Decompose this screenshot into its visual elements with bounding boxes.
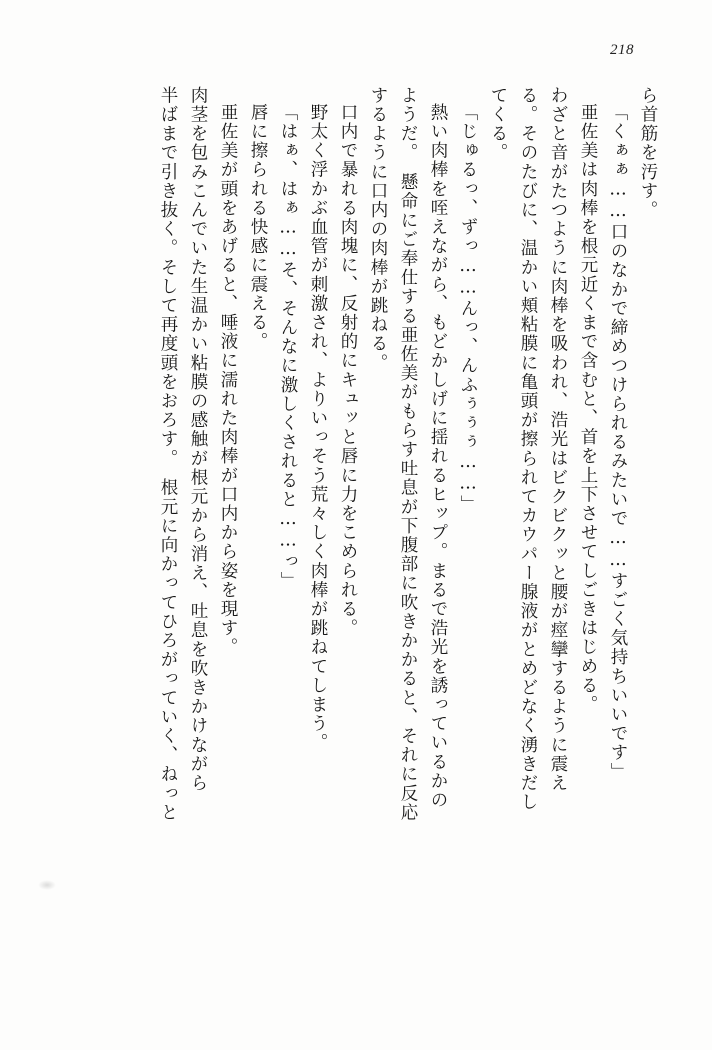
text-line: る。そのたびに、温かい頬粘膜に亀頭が擦られてカウパー腺液がとめどなく湧きだし	[518, 86, 538, 812]
text-line: ようだ。 懸命にご奉仕する亜佐美がもらす吐息が下腹部に吹きかかると、それに反応	[398, 86, 418, 823]
text-line: 肉茎を包みこんでいた生温かい粘膜の感触が根元から消え、吐息を吹きかけながら	[188, 86, 208, 793]
text-line: 唇に擦られる快感に震える。	[248, 103, 268, 352]
text-line: 「はぁ、はぁ……そ、そんなに激しくされると……っ」	[278, 103, 298, 591]
text-line: 「くぁぁ……口のなかで締めつけられるみたいで……すごく気持ちいいです」	[608, 103, 628, 782]
text-line: てくる。	[488, 86, 508, 163]
text-line: 熱い肉棒を咥えながら、もどかしげに揺れるヒップ。まるで浩光を誘っているかの	[428, 103, 448, 810]
text-line: 口内で暴れる肉塊に、反射的にキュッと唇に力をこめられる。	[338, 103, 358, 638]
paper-smudge	[38, 880, 56, 890]
text-line: 亜佐美は肉棒を根元近くまで含むと、首を上下させてしごきはじめる。	[578, 103, 598, 715]
text-line: するように口内の肉棒が跳ねる。	[368, 86, 388, 373]
text-line: わざと音がたつように肉棒を吸われ、浩光はビクビクッと腰が痙攣するように震え	[548, 86, 568, 793]
text-line: 野太く浮かぶ血管が刺激され、よりいっそう荒々しく肉棒が跳ねてしまう。	[308, 103, 328, 753]
page-number: 218	[610, 42, 634, 58]
vertical-text-block	[56, 86, 656, 986]
text-line: ら首筋を汚す。	[638, 86, 658, 220]
text-line: 亜佐美が頭をあげると、唾液に濡れた肉棒が口内から姿を現す。	[218, 103, 238, 657]
text-line: 「じゅるっ、ずっ……んっ、んふぅぅぅ……」	[458, 103, 478, 515]
text-line: 半ばまで引き抜く。そして再度頭をおろす。 根元に向かってひろがっていく、ねっと	[158, 86, 178, 823]
